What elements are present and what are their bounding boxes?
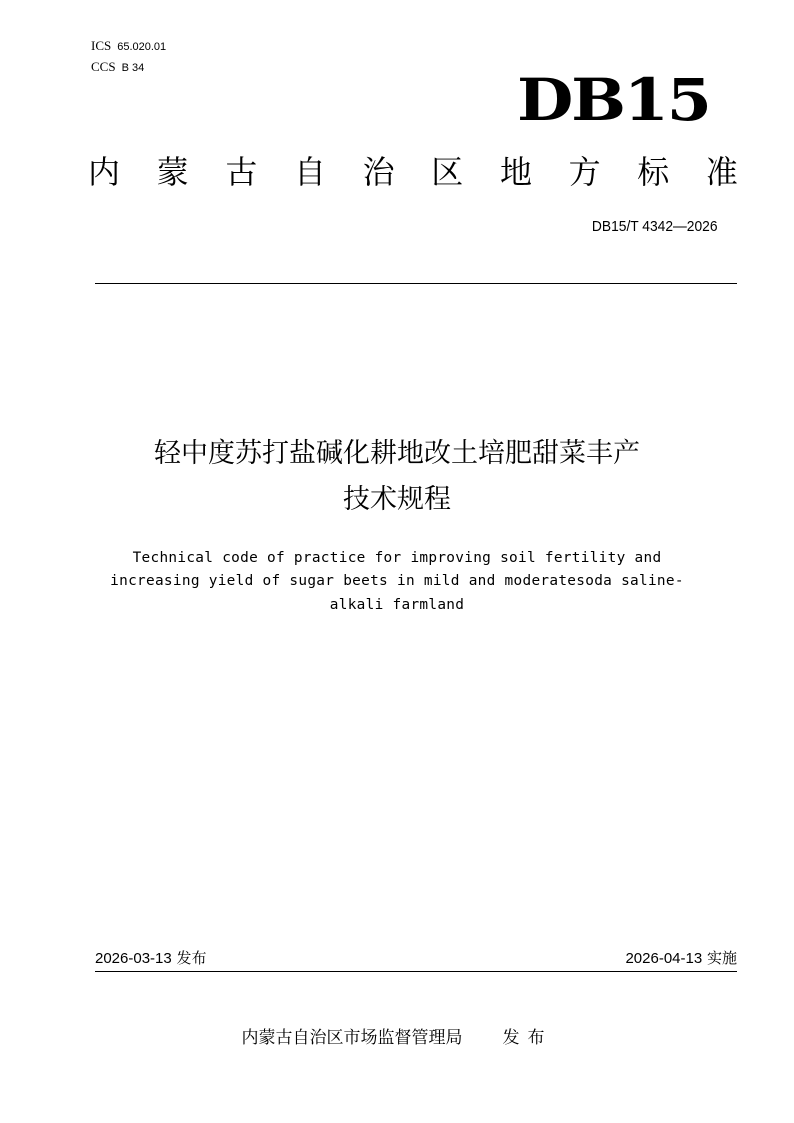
implement-date-block	[625, 948, 737, 969]
issue-label: 发布	[176, 949, 207, 967]
publisher-action: 发布	[502, 1028, 553, 1048]
org-char: 自	[293, 153, 326, 191]
issue-date-block	[95, 948, 207, 969]
standard-organization-title	[88, 152, 738, 192]
issue-date: 2026-03-13	[95, 950, 172, 967]
ccs-label: CCS	[91, 59, 116, 74]
ics-classification	[91, 39, 166, 54]
org-char: 内	[88, 153, 121, 191]
header-divider	[95, 283, 737, 284]
org-char: 标	[637, 153, 670, 191]
implement-label: 实施	[706, 949, 737, 967]
ics-label: ICS	[91, 38, 112, 53]
title-en-line-3: alkali farmland	[329, 597, 465, 613]
org-char: 地	[499, 153, 532, 191]
org-char: 古	[225, 153, 258, 191]
db15-logo: DB15	[517, 66, 710, 134]
footer-divider	[95, 971, 737, 972]
org-char: 方	[568, 153, 601, 191]
org-char: 治	[362, 153, 395, 191]
org-char: 区	[431, 153, 464, 191]
org-char: 准	[705, 153, 738, 191]
implement-date: 2026-04-13	[625, 950, 703, 967]
title-cn-line-2: 技术规程	[343, 484, 451, 515]
publisher-line	[0, 1027, 794, 1049]
org-char: 蒙	[156, 153, 189, 191]
publisher-name: 内蒙古自治区市场监督管理局	[241, 1028, 463, 1048]
ics-value: 65.020.01	[117, 41, 167, 53]
title-cn-line-1: 轻中度苏打盐碱化耕地改土培肥甜菜丰产	[154, 438, 640, 469]
title-en-line-1: Technical code of practice for improving soil fertility and	[132, 550, 662, 566]
ccs-value: B 34	[121, 62, 145, 74]
title-en-line-2: increasing yield of sugar beets in mild and moderatesoda saline-	[110, 573, 684, 589]
ccs-classification	[91, 60, 144, 75]
standard-code: DB15/T 4342—2026	[591, 218, 717, 235]
